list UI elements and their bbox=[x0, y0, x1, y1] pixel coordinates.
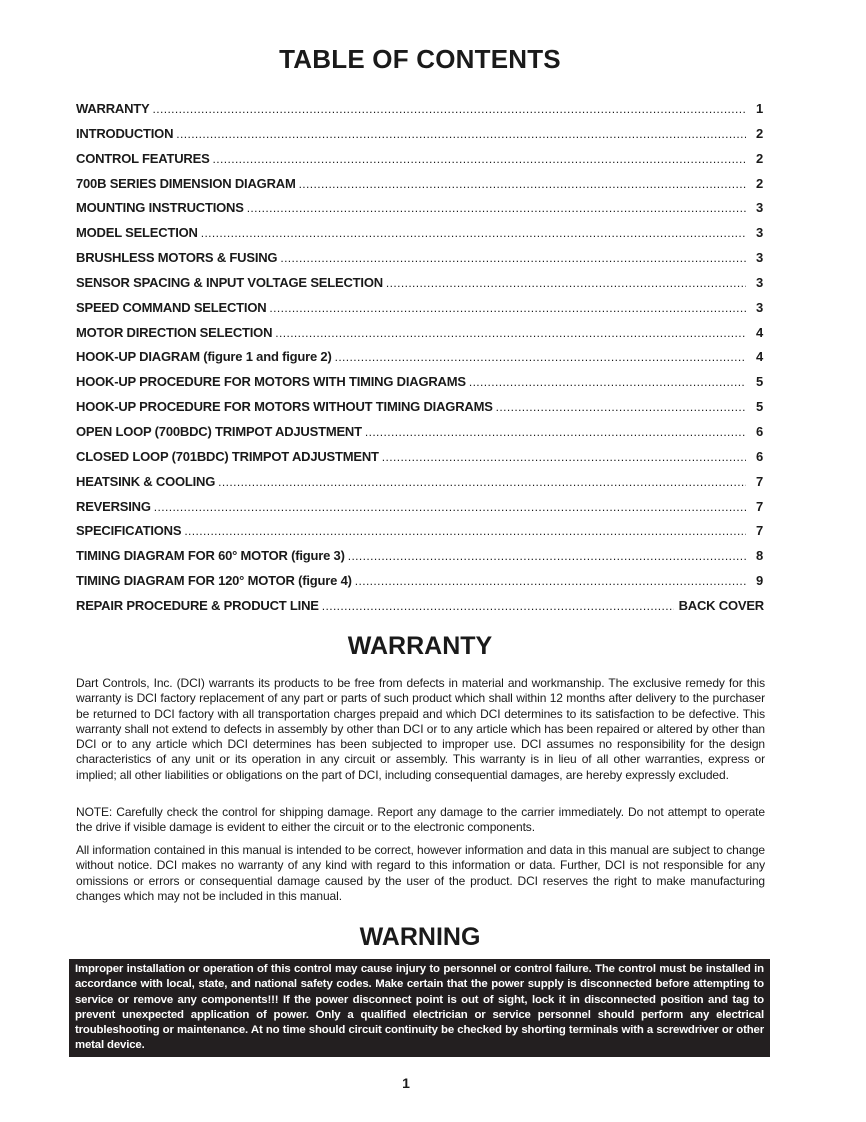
toc-entry-page: 7 bbox=[755, 473, 763, 489]
toc-entry[interactable] bbox=[76, 495, 764, 520]
toc-entry-page: 5 bbox=[755, 399, 763, 415]
toc-entry[interactable] bbox=[76, 470, 764, 495]
toc-entry-page: 4 bbox=[755, 349, 763, 365]
toc-entry-label: TIMING DIAGRAM FOR 120° MOTOR (figure 4) bbox=[76, 573, 352, 589]
toc-entry[interactable] bbox=[76, 321, 764, 346]
toc-entry-label: HOOK-UP PROCEDURE FOR MOTORS WITHOUT TIMING DIAGRAMS bbox=[76, 399, 493, 415]
toc-entry-page: 4 bbox=[755, 324, 763, 340]
warranty-paragraph: Dart Controls, Inc. (DCI) warrants its products to be free from defects in material and workmanship. The exclusive remedy for this warranty is DCI factory replacement of any part or parts of such product which shall within 12 months after delivery to the purchaser be returned to DCI factory with all transportation charges prepaid and which DCI determines to its satisfaction to be defective. This warranty shall not extend to defects in assembly by other than DCI or to any article which has been repaired or altered by other than DCI or to any article which DCI determines has been subjected to improper use. DCI assumes no responsibility for the design characteristics of any unit or its operation in any circuit or assembly. This warranty is in lieu of all other warranties, express or implied; all other liabilities or obligations on the part of DCI, including consequential damages, are hereby expressly excluded. bbox=[76, 676, 765, 782]
toc-dot-leader bbox=[299, 172, 746, 197]
toc-entry[interactable] bbox=[76, 420, 764, 445]
toc-entry[interactable] bbox=[76, 445, 764, 470]
toc-entry[interactable] bbox=[76, 569, 764, 594]
warning-heading: WARNING bbox=[359, 923, 481, 951]
toc-entry-label: HOOK-UP DIAGRAM (figure 1 and figure 2) bbox=[76, 349, 332, 365]
toc-entry-page: 3 bbox=[755, 274, 763, 290]
toc-list bbox=[76, 97, 764, 619]
toc-entry-label: CONTROL FEATURES bbox=[76, 150, 210, 166]
shipping-note-paragraph: NOTE: Carefully check the control for shipping damage. Report any damage to the carrier immediately. Do not attempt to operate the drive if visible damage is evident to either the circuit or to the electronic components. bbox=[76, 805, 765, 835]
toc-entry[interactable] bbox=[76, 370, 764, 395]
toc-dot-leader bbox=[201, 221, 746, 246]
toc-dot-leader bbox=[382, 445, 746, 470]
toc-entry-page: 5 bbox=[755, 374, 763, 390]
toc-entry-page: 3 bbox=[755, 225, 763, 241]
toc-entry-page: 6 bbox=[755, 448, 763, 464]
toc-entry-label: 700B SERIES DIMENSION DIAGRAM bbox=[76, 175, 296, 191]
toc-entry-page: 3 bbox=[755, 200, 763, 216]
toc-entry-label: WARRANTY bbox=[76, 101, 150, 116]
toc-heading: TABLE OF CONTENTS bbox=[279, 44, 561, 74]
toc-dot-leader bbox=[365, 420, 746, 445]
toc-entry-page: 2 bbox=[755, 150, 763, 166]
toc-entry-label: MOUNTING INSTRUCTIONS bbox=[76, 200, 244, 216]
toc-entry-page: 2 bbox=[755, 175, 763, 191]
toc-entry-page: 3 bbox=[755, 250, 763, 266]
toc-entry-label: SPEED COMMAND SELECTION bbox=[76, 299, 267, 315]
toc-entry-label: HOOK-UP PROCEDURE FOR MOTORS WITH TIMING DIAGRAMS bbox=[76, 374, 466, 390]
toc-dot-leader bbox=[275, 321, 746, 346]
toc-entry-label: INTRODUCTION bbox=[76, 125, 174, 141]
toc-entry[interactable] bbox=[76, 172, 764, 197]
toc-entry-label: REPAIR PROCEDURE & PRODUCT LINE bbox=[76, 597, 319, 613]
toc-entry-page: 7 bbox=[755, 523, 763, 539]
toc-entry[interactable] bbox=[76, 519, 764, 544]
toc-entry-page: 7 bbox=[755, 498, 763, 514]
warning-text: Improper installation or operation of this control may cause injury to personnel or control failure. The control must be installed in accordance with local, state, and national safety codes. Make certain that the power supply is disconnected before attempting to service or remove any components!!! If the power disconnect point is out of sight, lock it in disconnected position and tag to prevent unexpected application of power. Only a qualified electrician or service personnel should perform any electrical troubleshooting or maintenance. At no time should circuit continuity be checked by shorting terminals with a screwdriver or other metal device. bbox=[75, 963, 764, 1052]
toc-dot-leader bbox=[176, 122, 746, 147]
warranty-heading: WARRANTY bbox=[347, 632, 493, 660]
toc-dot-leader bbox=[154, 495, 746, 520]
toc-dot-leader bbox=[386, 271, 746, 296]
toc-entry-label: REVERSING bbox=[76, 498, 151, 514]
toc-dot-leader bbox=[280, 246, 746, 271]
toc-entry-page: 9 bbox=[755, 573, 763, 589]
toc-entry[interactable] bbox=[76, 594, 764, 619]
toc-entry-label: OPEN LOOP (700BDC) TRIMPOT ADJUSTMENT bbox=[76, 423, 362, 439]
toc-entry-page: 1 bbox=[755, 101, 763, 116]
toc-entry[interactable] bbox=[76, 97, 764, 122]
toc-dot-leader bbox=[218, 470, 746, 495]
toc-dot-leader bbox=[355, 569, 746, 594]
toc-dot-leader bbox=[348, 544, 746, 569]
toc-entry[interactable] bbox=[76, 544, 764, 569]
toc-dot-leader bbox=[496, 395, 746, 420]
toc-entry[interactable] bbox=[76, 296, 764, 321]
toc-entry[interactable] bbox=[76, 147, 764, 172]
toc-entry-page: BACK COVER bbox=[678, 597, 764, 613]
toc-entry[interactable] bbox=[76, 122, 764, 147]
toc-entry-label: CLOSED LOOP (701BDC) TRIMPOT ADJUSTMENT bbox=[76, 448, 379, 464]
toc-dot-leader bbox=[184, 519, 746, 544]
toc-dot-leader bbox=[335, 345, 746, 370]
toc-dot-leader bbox=[269, 296, 746, 321]
toc-dot-leader bbox=[153, 97, 746, 122]
toc-entry[interactable] bbox=[76, 271, 764, 296]
toc-dot-leader bbox=[213, 147, 746, 172]
toc-entry-label: MOTOR DIRECTION SELECTION bbox=[76, 324, 273, 340]
toc-entry-page: 3 bbox=[755, 299, 763, 315]
toc-entry-label: BRUSHLESS MOTORS & FUSING bbox=[76, 250, 278, 266]
toc-entry[interactable] bbox=[76, 395, 764, 420]
information-disclaimer-paragraph: All information contained in this manual is intended to be correct, however information and data in this manual are subject to change without notice. DCI makes no warranty of any kind with regard to this information or data. Further, DCI is not responsible for any omissions or errors or consequential damage caused by the user of the product. DCI reserves the right to make manufacturing changes which may not be included in this manual. bbox=[76, 843, 765, 903]
page-number: 1 bbox=[402, 1075, 410, 1091]
toc-entry[interactable] bbox=[76, 221, 764, 246]
toc-entry-page: 6 bbox=[755, 423, 763, 439]
toc-entry-page: 2 bbox=[755, 125, 763, 141]
toc-entry-label: HEATSINK & COOLING bbox=[76, 473, 216, 489]
toc-entry-label: SENSOR SPACING & INPUT VOLTAGE SELECTION bbox=[76, 274, 383, 290]
toc-dot-leader bbox=[469, 370, 746, 395]
toc-entry[interactable] bbox=[76, 246, 764, 271]
toc-entry-page: 8 bbox=[755, 548, 763, 564]
warning-box bbox=[69, 959, 770, 1057]
toc-entry-label: MODEL SELECTION bbox=[76, 225, 198, 241]
toc-dot-leader bbox=[247, 196, 746, 221]
toc-entry[interactable] bbox=[76, 196, 764, 221]
toc-entry-label: SPECIFICATIONS bbox=[76, 523, 182, 539]
toc-dot-leader bbox=[322, 594, 674, 619]
toc-entry-label: TIMING DIAGRAM FOR 60° MOTOR (figure 3) bbox=[76, 548, 345, 564]
toc-entry[interactable] bbox=[76, 345, 764, 370]
